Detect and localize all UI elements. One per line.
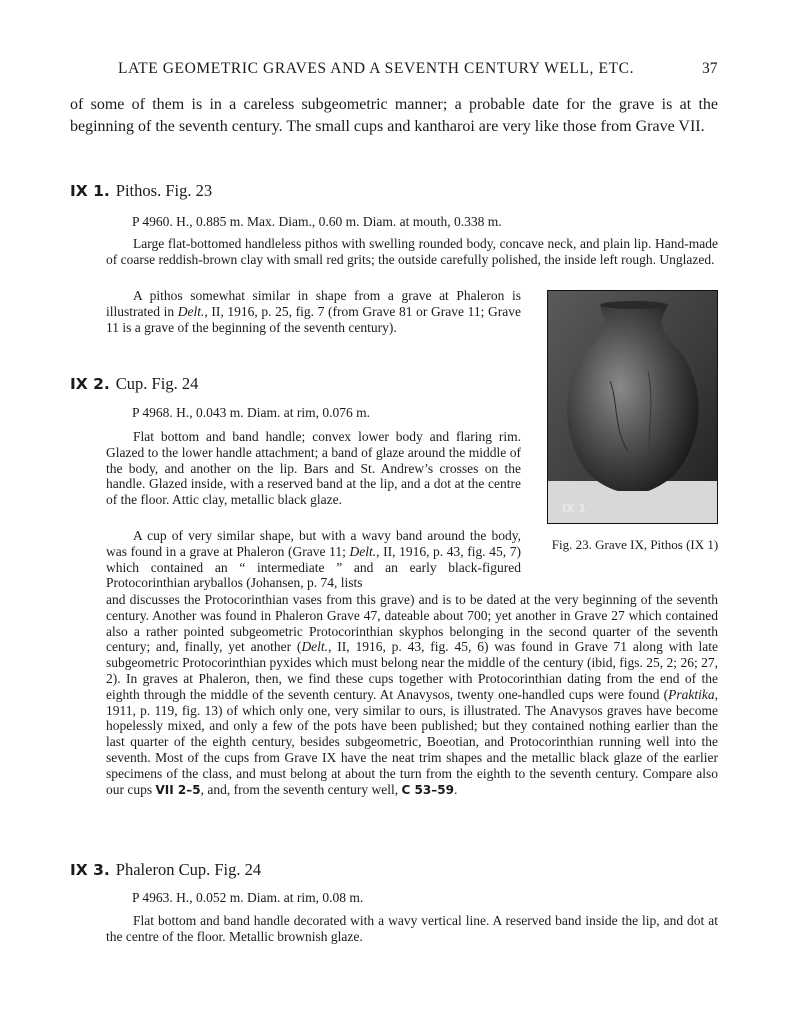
running-title: LATE GEOMETRIC GRAVES AND A SEVENTH CENTURY WELL, ETC.	[118, 60, 635, 77]
description-ix2: Flat bottom and band handle; convex lower body and flaring rim. Glazed to the lower handle attachment; a band of glaze around the middle of the body, and another on the lip. Bars and St. Andrew’s crosses on the handle. Glazed inside, with a reserved band at the lip, and a dot at the centre of the floor. Attic clay, metallic black glaze.	[106, 429, 521, 508]
measurements-ix2: P 4968. H., 0.043 m. Diam. at rim, 0.076 m.	[132, 405, 370, 420]
discussion-ix2-full	[106, 592, 718, 798]
entry-number: IX 2.	[70, 375, 110, 393]
cross-reference: C 53–59	[401, 782, 454, 797]
page-number: 37	[702, 60, 718, 77]
figure-caption: Fig. 23. Grave IX, Pithos (IX 1)	[551, 537, 719, 552]
discussion-ix2-narrow	[106, 528, 521, 591]
figure-pithos-photo	[547, 290, 718, 524]
note-text: , II, 1916, p. 25, fig. 7 (from Grave 81 or Grave 11; Grave 11 is a grave of the beginning of the seventh century).	[106, 303, 521, 335]
entry-number: IX 3.	[70, 861, 110, 879]
entry-heading-ix2	[70, 374, 198, 394]
note-text: A pithos somewhat similar in shape from a grave at Phaleron is illustrated in	[106, 288, 521, 319]
running-head	[0, 60, 787, 82]
entry-number: IX 1.	[70, 182, 110, 200]
figure-label: IX 1	[562, 502, 587, 515]
discussion-text: , 1911, p. 119, fig. 13) of which only one, very similar to ours, is illustrated. The Anavysos graves have become hopelessly mixed, and only a few of the pots have been published; but they contained nothing earlier than the last quarter of the eighth century, besides subgeometric, Boeotian, and Protocorinthian running well into the seventh. Most of the cups from Grave IX have the neat trim shapes and the metallic black glaze of the earlier specimens of the class, and must belong at about the turn from the eighth to the seventh century. Compare also our cups	[106, 686, 718, 797]
entry-title: Phaleron Cup. Fig. 24	[115, 860, 262, 879]
pithos-illustration	[548, 291, 717, 523]
measurements-ix1: P 4960. H., 0.885 m. Max. Diam., 0.60 m. Diam. at mouth, 0.338 m.	[132, 214, 502, 229]
intro-paragraph: of some of them is in a careless subgeometric manner; a probable date for the grave is at the beginning of the seventh century. The small cups and kantharoi are very like those from Grave VII.	[70, 96, 718, 135]
note-ix1	[106, 288, 521, 335]
discussion-italic-ref: Praktika	[668, 686, 715, 702]
entry-heading-ix3	[70, 860, 261, 880]
entry-title: Cup. Fig. 24	[115, 374, 199, 393]
cross-reference: VII 2–5	[155, 782, 201, 797]
entry-title: Pithos. Fig. 23	[115, 181, 213, 200]
entry-heading-ix1	[70, 181, 212, 201]
description-ix3: Flat bottom and band handle decorated with a wavy vertical line. A reserved band inside the lip, and dot at the centre of the floor. Metallic brownish glaze.	[106, 913, 718, 944]
discussion-text: , and, from the seventh century well,	[200, 781, 402, 797]
measurements-ix3: P 4963. H., 0.052 m. Diam. at rim, 0.08 m.	[132, 890, 364, 905]
discussion-text: A cup of very similar shape, but with a wavy band around the body, was found in a grave at Phaleron (Grave 11;	[106, 528, 521, 559]
discussion-text: , II, 1916, p. 43, fig. 45, 6) was found in Grave 71 along with late subgeometric Protocorinthian pyxides which must belong near the middle of the century (ibid, figs. 25, 2; 26; 27, 2). In graves at Phaleron, then, we find these cups together with Protocorinthian dating from the end of the eighth through the middle of the seventh century. At Anavysos, twenty one-handled cups were found (	[106, 639, 718, 702]
discussion-text: .	[453, 781, 458, 797]
discussion-text: and discusses the Protocorinthian vases from this grave) and is to be dated at the very beginning of the seventh century. Another was found in Phaleron Grave 47, dateable about 700; yet another in Grave 27 which contained also a rather pointed subgeometric Protocorinthian skyphos belonging in the second quarter of the seventh century; and, finally, yet another (	[106, 592, 718, 655]
note-italic-ref: Delt.	[177, 303, 205, 319]
description-ix1: Large flat-bottomed handleless pithos with swelling rounded body, concave neck, and plain lip. Hand-made of coarse reddish-brown clay with small red grits; the outside carefully polished, the inside left rough. Unglazed.	[106, 236, 718, 267]
discussion-italic-ref: Delt.	[301, 639, 329, 655]
discussion-italic-ref: Delt.	[349, 543, 377, 559]
discussion-text: , II, 1916, p. 43, fig. 45, 7) which contained an “ intermediate ” and an early black-figured Protocorinthian aryballos (Johansen, p. 74, lists	[106, 543, 522, 591]
